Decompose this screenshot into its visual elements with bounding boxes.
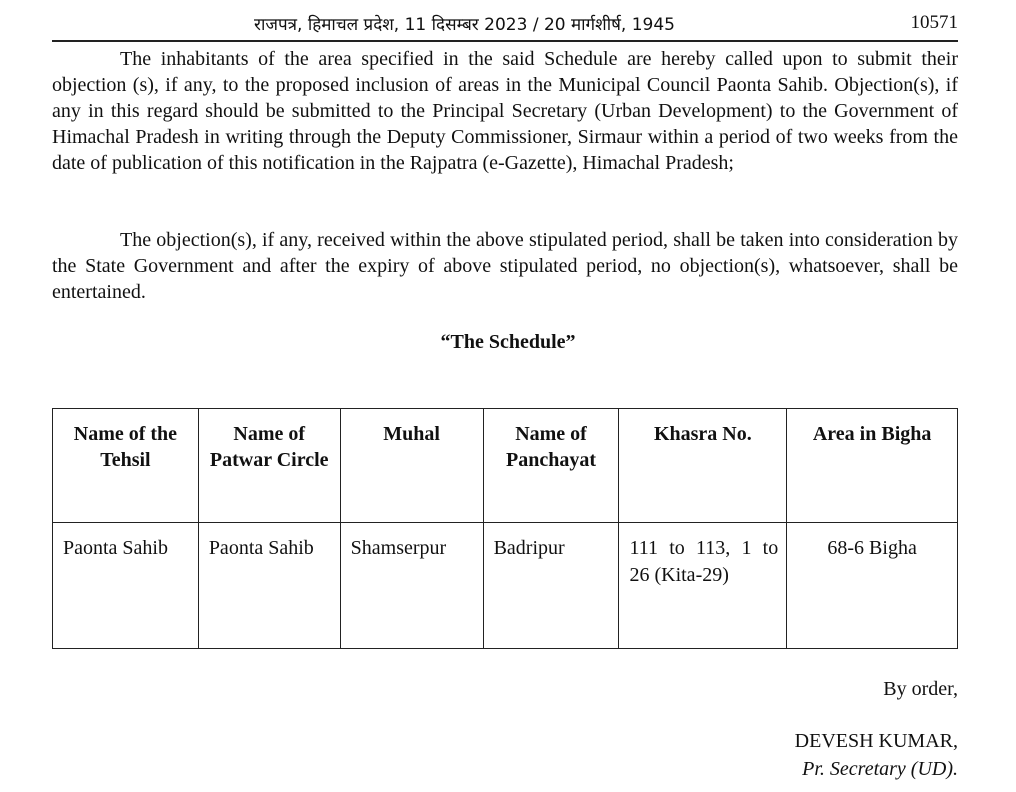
cell-tehsil: Paonta Sahib xyxy=(53,523,199,649)
cell-patwar-circle: Paonta Sahib xyxy=(198,523,340,649)
signatory-designation: Pr. Secretary (UD). xyxy=(802,758,958,780)
column-header-patwar-circle: Name of Patwar Circle xyxy=(198,409,340,523)
header-rule xyxy=(52,40,958,42)
schedule-title: “The Schedule” xyxy=(440,331,576,353)
cell-khasra: 111 to 113, 1 to 26 (Kita-29) xyxy=(619,523,787,649)
gazette-title: राजपत्र, हिमाचल प्रदेश, 11 दिसम्बर 2023 / 20 मार्गशीर्ष, 1945 xyxy=(254,15,675,35)
column-header-khasra: Khasra No. xyxy=(619,409,787,523)
cell-area: 68-6 Bigha xyxy=(787,523,958,649)
cell-panchayat: Badripur xyxy=(483,523,619,649)
cell-muhal: Shamserpur xyxy=(340,523,483,649)
column-header-area: Area in Bigha xyxy=(787,409,958,523)
schedule-table xyxy=(52,408,958,649)
consideration-paragraph: The objection(s), if any, received within the above stipulated period, shall be taken into consideration by the State Government and after the expiry of above stipulated period, no objection(s), whatsoever, shall be entertained. xyxy=(52,229,958,303)
signatory-name: DEVESH KUMAR, xyxy=(794,730,958,752)
page-number: 10571 xyxy=(910,12,958,33)
by-order-text: By order, xyxy=(883,678,958,700)
column-header-panchayat: Name of Panchayat xyxy=(483,409,619,523)
objection-paragraph: The inhabitants of the area specified in the said Schedule are hereby called upon to submit their objection (s), if any, to the proposed inclusion of areas in the Municipal Council Paonta Sahib. Objection(s), if any in this regard should be submitted to the Principal Secretary (Urban Development) to the Government of Himachal Pradesh in writing through the Deputy Commissioner, Sirmaur within a period of two weeks from the date of publication of this notification in the Rajpatra (e-Gazette), Himachal Pradesh; xyxy=(52,48,958,174)
table-row xyxy=(53,523,958,649)
column-header-tehsil: Name of the Tehsil xyxy=(53,409,199,523)
gazette-header xyxy=(52,8,958,38)
column-header-muhal: Muhal xyxy=(340,409,483,523)
table-header-row xyxy=(53,409,958,523)
